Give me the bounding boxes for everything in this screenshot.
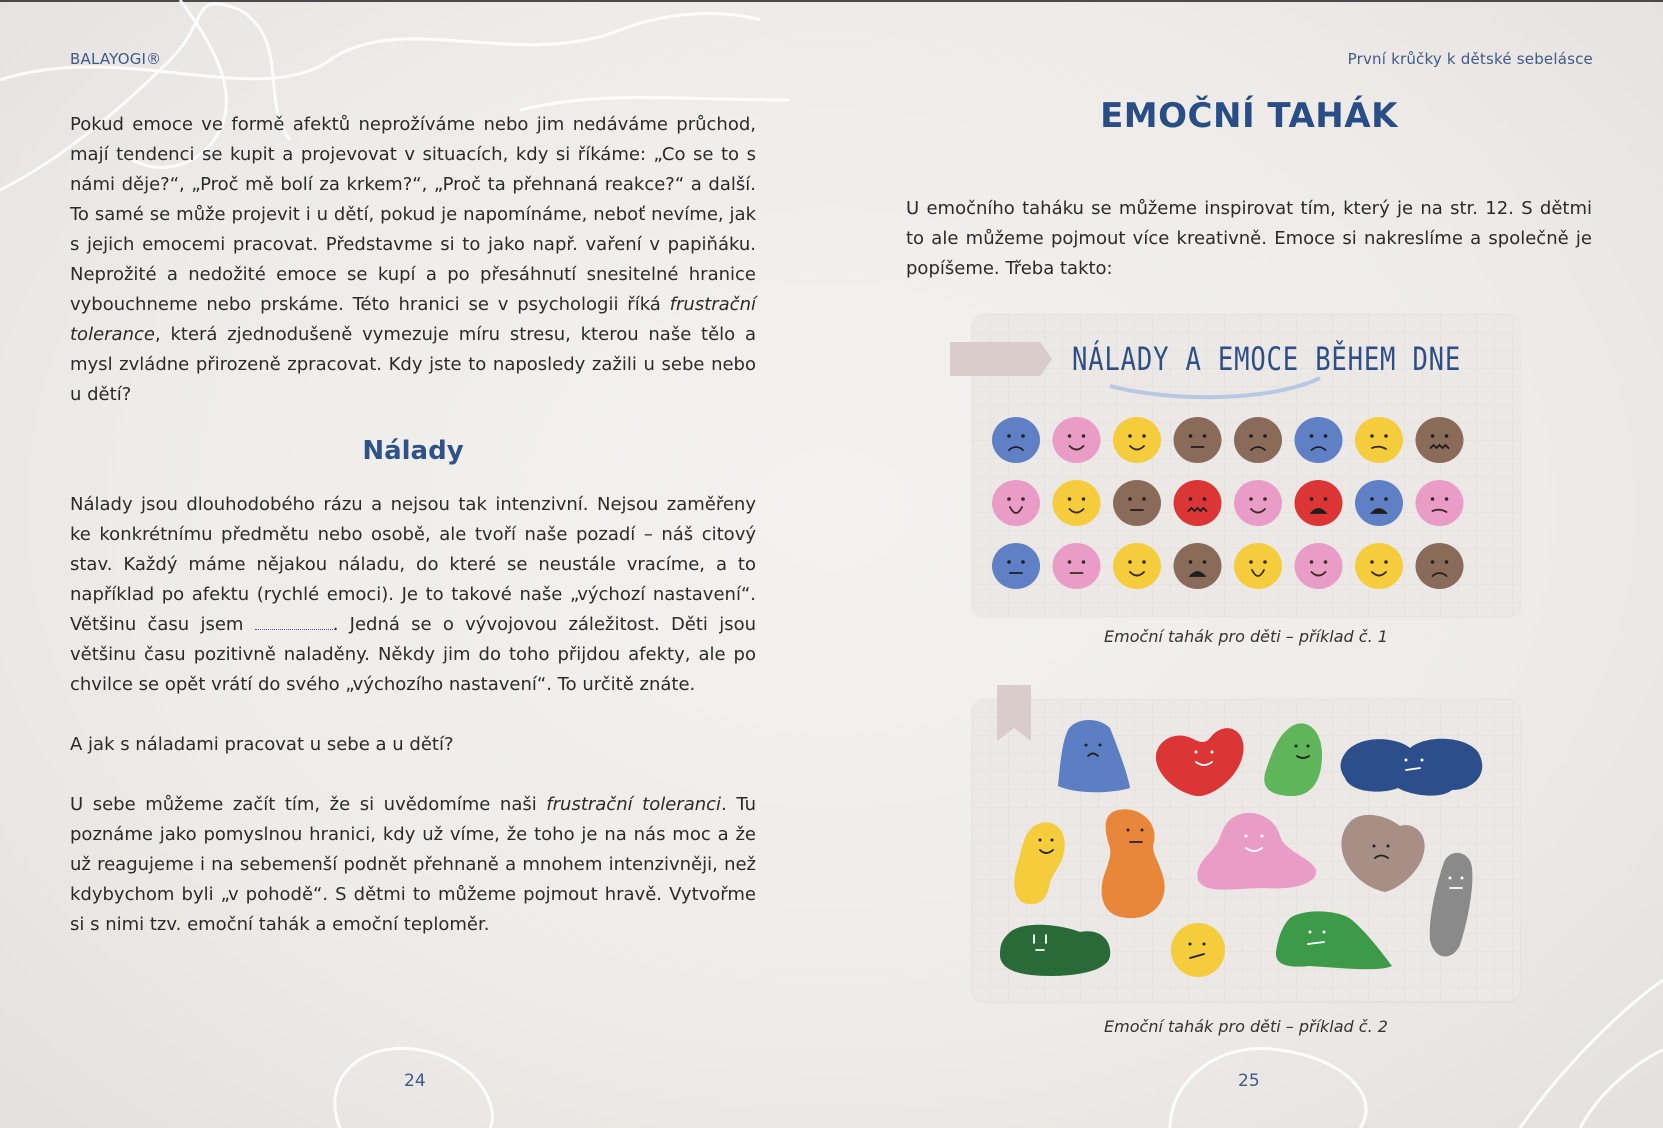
blob-orange-neutral-icon — [1102, 809, 1165, 918]
face-eye — [1203, 434, 1207, 438]
face-eye — [1142, 434, 1146, 438]
face-eye — [1431, 497, 1435, 501]
running-header-left: BALAYOGI® — [70, 50, 162, 68]
face-yellow-happy-icon — [1113, 543, 1161, 589]
blob-navy-neutral-icon — [1341, 739, 1483, 796]
banner-arrow-icon — [950, 342, 1052, 376]
face-eye — [1203, 497, 1207, 501]
face-eye — [1007, 560, 1011, 564]
face-eye — [1007, 434, 1011, 438]
face-eye — [1324, 497, 1328, 501]
blob-grey-neutral-icon — [1430, 853, 1473, 957]
face-eye — [1082, 497, 1086, 501]
face-red-wavy-icon — [1174, 480, 1222, 526]
face-eye — [1189, 434, 1193, 438]
face-eye — [1068, 497, 1072, 501]
section-heading-moods: Nálady — [362, 436, 464, 466]
blob-green-unhappy-icon — [1276, 911, 1392, 969]
card-title: NÁLADY A EMOCE BĚHEM DNE — [1072, 340, 1462, 378]
face-eye — [1431, 434, 1435, 438]
paragraph-self-work: U sebe můžeme začít tím, že si uvědomíme naši frustrační toleranci. Tu poznáme jako pomyslnou hranici, kdy už víme, že toho je na nás moc a že už reagujeme i na sebemenší podnět přehnaně a mnohem intenzivněji, než kdybychom byli „v pohodě“. S dětmi to můžeme pojmout hravě. Vytvořme si s nimi tzv. emoční tahák a emoční teploměr. — [70, 794, 756, 935]
face-eye — [1445, 560, 1449, 564]
blob-yellow-worried-icon — [1171, 923, 1225, 977]
face-eye — [1189, 560, 1193, 564]
blob-red-heart-happy-icon — [1156, 728, 1244, 796]
face-brown-neutral-icon — [1113, 480, 1161, 526]
face-yellow-happy-icon — [1355, 543, 1403, 589]
bookmark-icon — [997, 685, 1031, 741]
face-eye — [1263, 497, 1267, 501]
face-red-shock-icon — [1295, 480, 1343, 526]
blob-figures — [1000, 720, 1482, 977]
page-title: EMOČNÍ TAHÁK — [1100, 96, 1398, 136]
face-eye — [1068, 560, 1072, 564]
face-brown-unhappy-icon — [1234, 417, 1282, 463]
face-eye — [1384, 560, 1388, 564]
face-eye — [1142, 560, 1146, 564]
face-eye — [1310, 560, 1314, 564]
face-eye — [1310, 434, 1314, 438]
face-eye — [1249, 434, 1253, 438]
running-header-right: První krůčky k dětské sebelásce — [1347, 50, 1593, 68]
page-number-left: 24 — [404, 1071, 426, 1091]
face-pink-happy-icon — [1234, 480, 1282, 526]
face-blue-sad-icon — [992, 417, 1040, 463]
face-yellow-grin-icon — [1113, 417, 1161, 463]
face-eye — [1370, 497, 1374, 501]
term-frustration-tolerance-2: frustrační toleranci — [546, 794, 722, 815]
face-eye — [1021, 434, 1025, 438]
figure-caption-1: Emoční tahák pro děti – příklad č. 1 — [1104, 627, 1388, 646]
face-eye — [1128, 497, 1132, 501]
title-underline-swoosh — [1110, 378, 1320, 397]
face-eye — [1189, 497, 1193, 501]
face-brown-shock-icon — [1174, 543, 1222, 589]
blob-green-happy-icon — [1264, 723, 1322, 796]
face-eye — [1263, 560, 1267, 564]
face-brown-sad-icon — [1416, 543, 1464, 589]
face-eye — [1128, 560, 1132, 564]
face-pink-open-icon — [992, 480, 1040, 526]
blob-blue-sad-icon — [1058, 720, 1130, 792]
face-brown-wavy-icon — [1416, 417, 1464, 463]
blob-darkgreen-neutral-icon — [1000, 925, 1110, 976]
blob-yellow-happy-icon — [1014, 822, 1064, 904]
face-brown-neutral-icon — [1174, 417, 1222, 463]
face-eye — [1445, 434, 1449, 438]
face-eye — [1324, 560, 1328, 564]
paragraph-intro: U emočního taháku se můžeme inspirovat tím, který je na str. 12. S dětmi to ale můžeme pojmout více kreativně. Emoce si nakreslíme a společně je popíšeme. Třeba takto: — [906, 198, 1592, 279]
face-yellow-grin-icon — [1053, 480, 1101, 526]
faces-grid — [992, 417, 1464, 589]
face-eye — [1445, 497, 1449, 501]
page-number-right: 25 — [1238, 1071, 1260, 1091]
face-pink-neutral-icon — [1053, 543, 1101, 589]
face-eye — [1384, 434, 1388, 438]
face-eye — [1203, 560, 1207, 564]
face-eye — [1021, 497, 1025, 501]
figure-caption-2: Emoční tahák pro děti – příklad č. 2 — [1104, 1017, 1388, 1036]
face-eye — [1263, 434, 1267, 438]
face-eye — [1431, 560, 1435, 564]
face-blue-sleepy-icon — [992, 543, 1040, 589]
blob-taupe-sad-icon — [1341, 815, 1424, 892]
face-blue-sad-icon — [1295, 417, 1343, 463]
face-eye — [1142, 497, 1146, 501]
face-yellow-worried-icon — [1355, 417, 1403, 463]
face-eye — [1082, 560, 1086, 564]
face-pink-happy-icon — [1053, 417, 1101, 463]
face-eye — [1370, 434, 1374, 438]
face-eye — [1021, 560, 1025, 564]
paragraph-moods: Nálady jsou dlouhodobého rázu a nejsou tak intenzivní. Nejsou zaměřeny ke konkrétnímu předmětu nebo osobě, ale tvoří naše pozadí – náš citový stav. Každý máme nějakou náladu, do které se neustále vracíme, a to například po afektu (rychlé emoci). Je to takové naše „výchozí nastavení“. Většinu času jsem . Jedná se o vývojovou záležitost. Děti jsou většinu času pozitivně naladěny. Někdy jim do toho přijdou afekty, ale po chvilce se opět vrátí do svého „výchozího nastavení“. To určitě znáte. — [70, 494, 756, 695]
face-blue-shock-icon — [1355, 480, 1403, 526]
paragraph-affects: Pokud emoce ve formě afektů neprožíváme nebo jim nedáváme průchod, mají tendenci se kupit a projevovat v situacích, kdy si říkáme: „Co se to s námi děje?“, „Proč mě bolí za krkem?“, „Proč ta přehnaná reakce?“ a další. To samé se může projevit i u dětí, pokud je napomínáme, neboť nevíme, jak s jejich emocemi pracovat. Představme si to jako např. vaření v papiňáku. Neprožité a nedožité emoce se kupí a po přesáhnutí snesitelné hranice vybouchneme nebo prskáme. Této hranici se v psychologii říká frustrační tolerance, která zjednodušeně vymezuje míru stresu, kterou naše tělo a mysl zvládne přirozeně zpracovat. Kdy jste to naposledy zažili u sebe nebo u dětí? — [70, 114, 756, 405]
face-eye — [1370, 560, 1374, 564]
face-eye — [1384, 497, 1388, 501]
face-eye — [1128, 434, 1132, 438]
face-eye — [1310, 497, 1314, 501]
face-pink-worried-icon — [1416, 480, 1464, 526]
face-eye — [1068, 434, 1072, 438]
paragraph-question: A jak s náladami pracovat u sebe a u dětí? — [70, 734, 454, 755]
face-eye — [1249, 560, 1253, 564]
face-pink-happy-icon — [1295, 543, 1343, 589]
face-eye — [1082, 434, 1086, 438]
face-eye — [1007, 497, 1011, 501]
term-frustration-tolerance: frustrační tolerance — [70, 294, 756, 345]
face-eye — [1324, 434, 1328, 438]
face-yellow-open-icon — [1234, 543, 1282, 589]
face-eye — [1249, 497, 1253, 501]
